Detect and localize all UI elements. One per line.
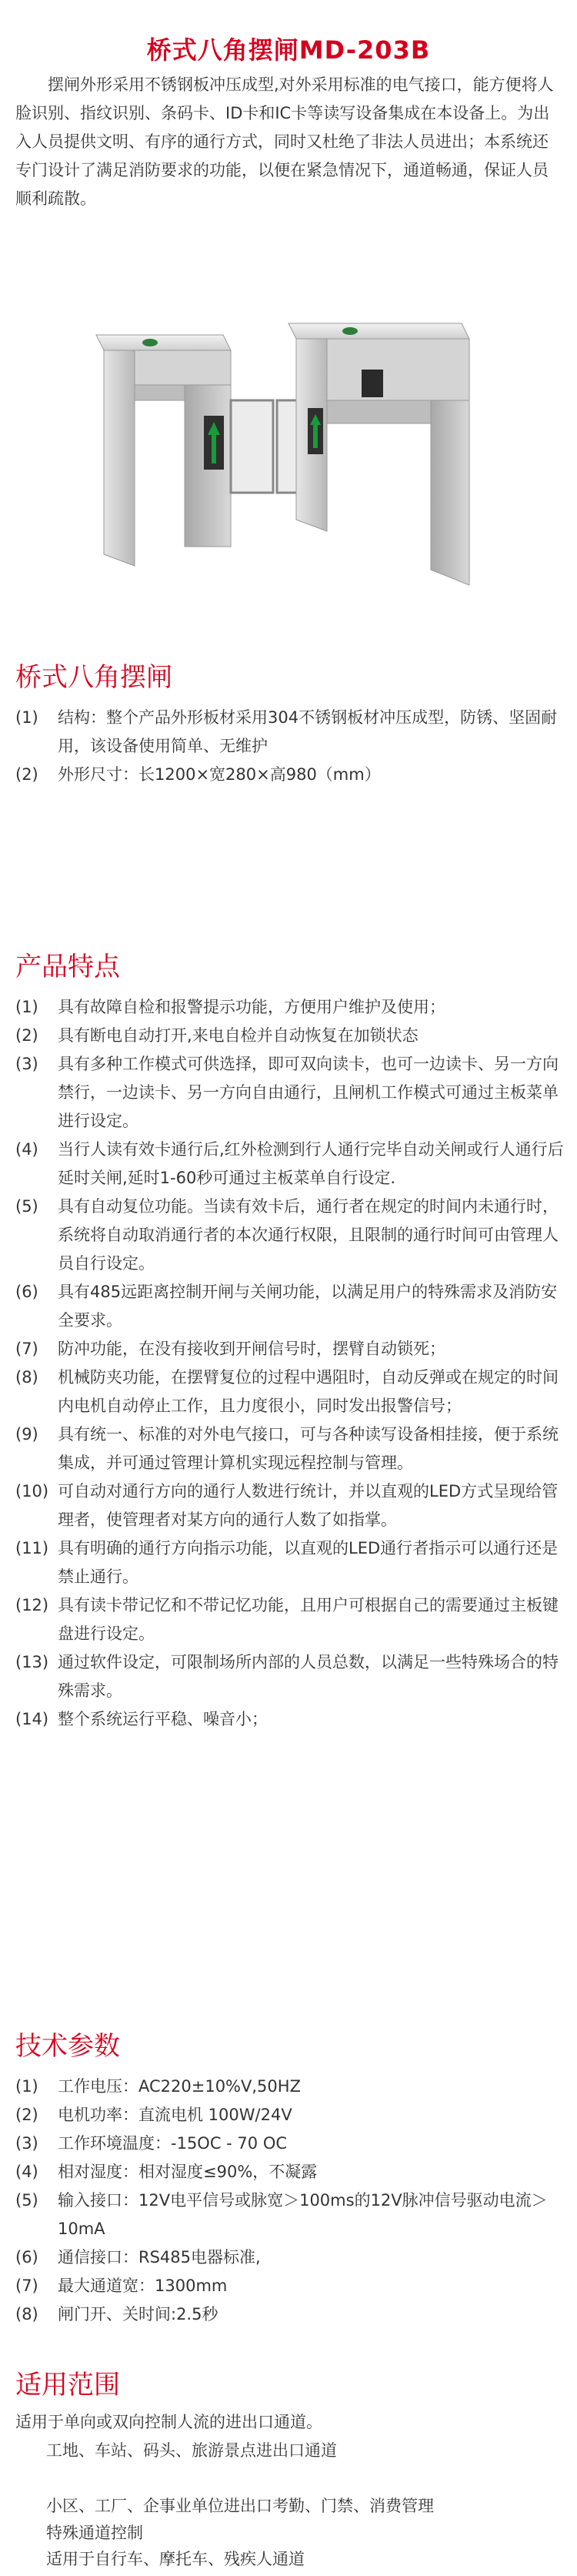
- list-item: (13) 通过软件设定，可限制场所内部的人员总数，以满足一些特殊场合的特殊需求。: [15, 1653, 559, 1700]
- spec-list: [15, 704, 565, 789]
- list-item: (7) 最大通道宽：1300mm: [15, 2277, 228, 2295]
- features-list: [15, 993, 565, 1734]
- list-item: (8) 机械防夹功能，在摆臂复位的过程中遇阻时，自动反弹或在规定的时间内电机自动停止工作，且力度很小，同时发出报警信号；: [15, 1368, 559, 1415]
- list-item: (4) 相对湿度：相对湿度≤90%，不凝露: [15, 2163, 318, 2181]
- page-title: 桥式八角摆闸MD-203B: [146, 35, 431, 65]
- intro-paragraph: 摆闸外形采用不锈钢板冲压成型,对外采用标准的电气接口，能方便将人脸识别、指纹识别、条码卡、ID卡和IC卡等读写设备集成在本设备上。为出入人员提供文明、有序的通行方式，同时又杜绝了非法人员进出；本系统还专门设计了满足消防要求的功能，以便在紧急情况下，通道畅通，保证人员顺利疏散。: [15, 75, 554, 208]
- list-item: (5) 具有自动复位功能。当读有效卡后，通行者在规定的时间内未通行时，系统将自动取消通行者的本次通行权限，且限制的通行时间可由管理人员自行设定。: [15, 1197, 559, 1273]
- scope-line: 特殊通道控制: [46, 2524, 143, 2542]
- list-item: (8) 闸门开、关时间:2.5秒: [15, 2305, 218, 2323]
- list-item: (3) 具有多种工作模式可供选择，即可双向读卡，也可一边读卡、另一方向禁行，一边读卡、另一方向自由通行，且闸机工作模式可通过主板菜单进行设定。: [15, 1055, 559, 1130]
- product-image: [0, 293, 577, 616]
- list-item: (11) 具有明确的通行方向指示功能，以直观的LED通行者指示可以通行还是禁止通行。: [15, 1539, 559, 1586]
- list-item: (2) 具有断电自动打开,来电自检并自动恢复在加锁状态: [15, 1026, 419, 1045]
- list-item: (2) 电机功率：直流电机 100W/24V: [15, 2106, 292, 2124]
- list-item: (7) 防冲功能，在没有接收到开闸信号时，摆臂自动锁死；: [15, 1340, 445, 1358]
- list-item: (9) 具有统一、标准的对外电气接口，可与各种读写设备相挂接，便于系统集成，并可通过管理计算机实现远程控制与管理。: [15, 1425, 559, 1472]
- list-item: (1) 结构：整个产品外形板材采用304不锈钢板材冲压成型，防锈、坚固耐用，该设备使用简单、无维护: [15, 708, 558, 755]
- list-item: (12) 具有读卡带记忆和不带记忆功能，且用户可根据自己的需要通过主板键盘进行设定。: [15, 1596, 559, 1643]
- section-title-spec: 桥式八角摆闸: [15, 662, 172, 693]
- scope-line: 小区、工厂、企事业单位进出口考勤、门禁、消费管理: [46, 2497, 434, 2515]
- scope-line: 适用于单向或双向控制人流的进出口通道。: [15, 2413, 322, 2431]
- section-title-features: 产品特点: [15, 952, 120, 982]
- list-item: (10) 可自动对通行方向的通行人数进行统计，并以直观的LED方式呈现给管理者，使管理者对某方向的通行人数了如指掌。: [15, 1482, 559, 1529]
- left-cabinet: [96, 335, 231, 566]
- list-item: (2) 外形尺寸：长1200×宽280×高980（mm）: [15, 765, 381, 784]
- list-item: (1) 工作电压：AC220±10%V,50HZ: [15, 2077, 301, 2096]
- scope-line: 适用于自行车、摩托车、残疾人通道: [46, 2550, 305, 2568]
- list-item: (5) 输入接口：12V电平信号或脉宽＞100ms的12V脉冲信号驱动电流＞10mA: [15, 2191, 548, 2238]
- right-cabinet: [288, 323, 469, 585]
- list-item: (3) 工作环境温度：-15OC - 70 OC: [15, 2134, 288, 2153]
- tech-list: [15, 2073, 565, 2329]
- list-item: (1) 具有故障自检和报警提示功能，方便用户维护及使用；: [15, 998, 445, 1016]
- section-title-tech: 技术参数: [15, 2031, 120, 2062]
- list-item: (4) 当行人读有效卡通行后,红外检测到行人通行完毕自动关闸或行人通行后延时关闸,延时1-60秒可通过主板菜单自行设定.: [15, 1140, 564, 1187]
- list-item: (6) 具有485远距离控制开闸与关闸功能，以满足用户的特殊需求及消防安全要求。: [15, 1283, 558, 1330]
- section-title-scope: 适用范围: [15, 2370, 120, 2400]
- scope-line: 工地、车站、码头、旅游景点进出口通道: [46, 2441, 337, 2460]
- list-item: (6) 通信接口：RS485电器标准,: [15, 2248, 261, 2267]
- list-item: (14) 整个系统运行平稳、噪音小；: [15, 1710, 268, 1728]
